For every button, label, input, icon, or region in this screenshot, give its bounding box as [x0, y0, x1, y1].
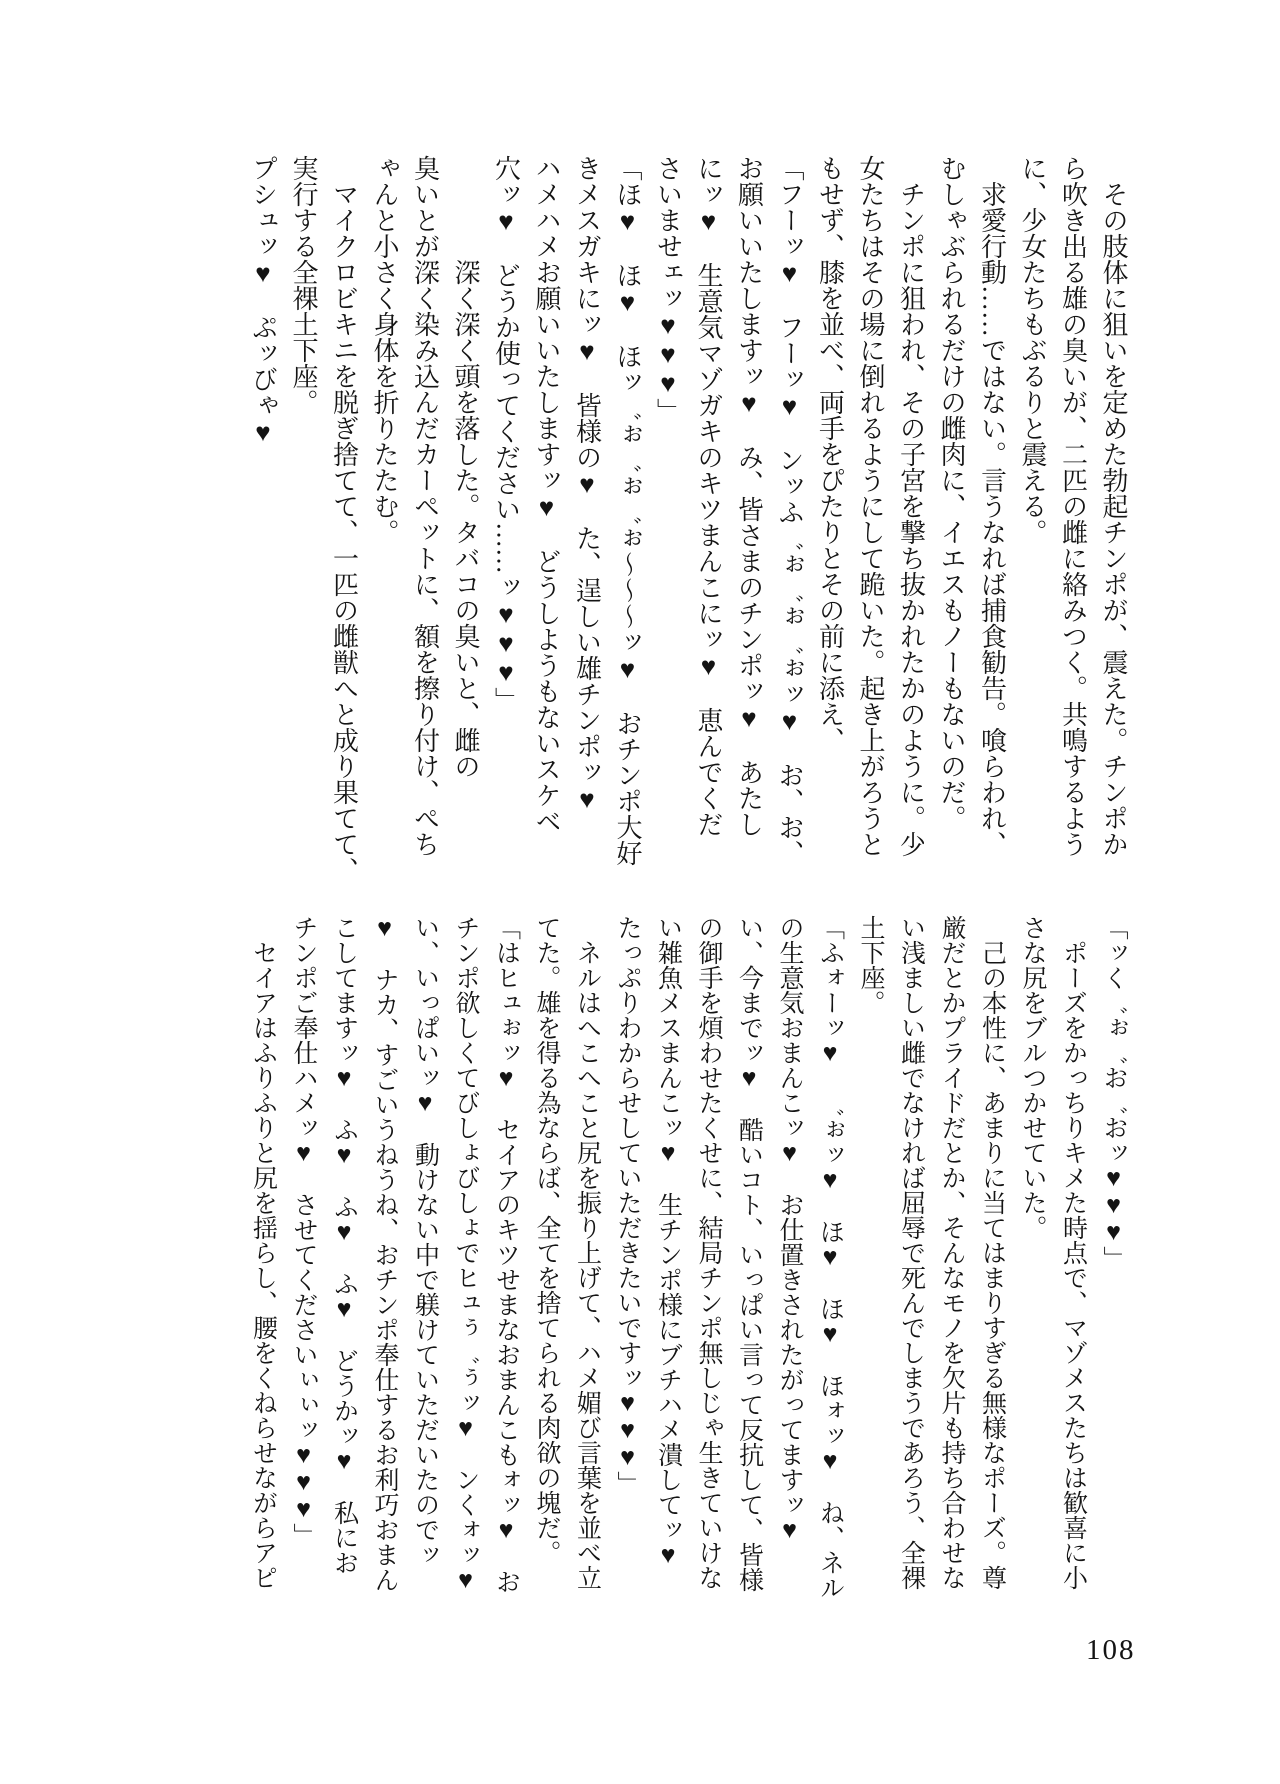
text-column: その肢体に狙いを定めた勃起チンポが、震えた。チンポか [1099, 155, 1128, 857]
text-column: ♥ ナカ、すごいうねうね、おチンポ奉仕するお利巧おまん [371, 915, 398, 1592]
text-column: 「フーッ♥ フーッ♥ ンッふ゛ぉ゛ぉ゛ぉッ♥ お、お、 [775, 155, 804, 866]
text-column: 穴ッ♥ どうか使ってください……ッ♥♥♥」 [491, 155, 521, 713]
text-column: 厳だとかプライドだとか、そんなモノを欠片も持ち合わせな [938, 915, 965, 1590]
text-column: 「ッく゛ぉ゛お゛おッ♥♥♥」 [1100, 915, 1127, 1271]
text-column: むしゃぶられるだけの雌肉に、イエスもノーもないのだ。 [937, 155, 966, 831]
top-text-block [242, 155, 1133, 897]
text-column: セイアはふりふりと尻を揺らし、腰をくねらせながらアピ [249, 915, 277, 1590]
text-column: 「はヒュぉッ♥ セイアのキツせまなおまんこもォッ♥ お [492, 915, 520, 1594]
text-column: 実行する全裸土下座。 [289, 155, 318, 415]
text-column: さいませェッ♥♥♥」 [653, 155, 683, 424]
text-column: い、今までッ♥ 酷いコト、いっぱい言って反抗して、皆様 [735, 915, 763, 1592]
text-column: たっぷりわからせしていただきたいですッ♥♥♥」 [614, 915, 641, 1496]
text-column: 求愛行動……ではない。言うなれば捕食勧告。喰らわれ、 [977, 155, 1007, 857]
text-column: い雑魚メスまんこッ♥ 生チンポ様にブチハメ潰してッ♥ [654, 915, 682, 1569]
text-column: の御手を煩わせたくせに、結局チンポ無しじゃ生きていけな [695, 915, 722, 1590]
text-column: ら吹き出る雄の臭いが、二匹の雌に絡みつく。共鳴するよう [1058, 155, 1088, 857]
text-column: チンポご奉仕ハメッ♥ させてくださいぃぃッ♥♥♥」 [290, 915, 317, 1548]
page-number: 108 [1086, 1634, 1136, 1666]
text-column: 深く深く頭を落した。タバコの臭いと、雌の [451, 155, 480, 779]
text-column: お願いいたしますッ♥ み、皆さまのチンポッ♥ あたし [734, 155, 764, 837]
bottom-text-block [242, 915, 1133, 1613]
text-column: 臭いとが深く染み込んだカーペットに、額を擦り付け、ぺち [410, 155, 440, 857]
text-column: ゃんと小さく身体を折りたたむ。 [370, 155, 399, 545]
text-column: にッ♥ 生意気マゾガキのキツまんこにッ♥ 恵んでくだ [694, 155, 723, 837]
text-column: プシュッ♥ ぷッびゃ♥ [248, 155, 278, 447]
text-column: 「ほ♥ ほ♥ ほッ゛ぉ゛ぉ゛ぉ〜〜〜ッ♥ おチンポ大好 [613, 155, 642, 866]
text-column: 己の本性に、あまりに当てはまりすぎる無様なポーズ。尊 [978, 915, 1006, 1590]
text-column: 土下座。 [857, 915, 884, 1015]
text-column: きメスガキにッ♥ 皆様の♥ た、逞しい雄チンポッ♥ [572, 155, 602, 814]
text-column: さな尻をブルつかせていた。 [1019, 915, 1046, 1240]
text-column: の生意気おまんこッ♥ お仕置きされたがってますッ♥ [776, 915, 803, 1544]
text-column: ポーズをかっちりキメた時点で、マゾメスたちは歓喜に小 [1059, 915, 1087, 1590]
text-column: い、いっぱいッ♥ 動けない中で躾けていただいたのでッ [411, 915, 439, 1567]
text-column: に、少女たちもぶるりと震える。 [1018, 155, 1047, 545]
text-column: 女たちはその場に倒れるようにして跪いた。起き上がろうと [856, 155, 885, 857]
text-column: ハメハメお願いいたしますッ♥ どうしようもないスケベ [532, 155, 561, 834]
text-column: マイクロビキニを脱ぎ捨てて、一匹の雌獣へと成り果てて、 [329, 155, 359, 883]
text-column: もせず、膝を並べ、両手をぴたりとその前に添え、 [815, 155, 845, 753]
text-column: い浅ましい雌でなければ屈辱で死んでしまうであろう、全裸 [897, 915, 925, 1590]
text-column: 「ふォーッ♥ ゛ぉッ♥ ほ♥ ほ♥ ほォッ♥ ね、ネル [816, 915, 844, 1600]
text-column: てた。雄を得る為ならば、全てを捨てられる肉欲の塊だ。 [533, 915, 560, 1565]
text-column: ネルはへこへこと尻を振り上げて、ハメ媚び言葉を並べ立 [573, 915, 601, 1590]
text-column: チンポに狙われ、その子宮を撃ち抜かれたかのように。少 [896, 155, 926, 857]
text-column: こしてますッ♥ ふ♥ ふ♥ ふ♥ どうかッ♥ 私にお [330, 915, 358, 1575]
text-column: チンポ欲しくてびしょびしょでヒュぅ゛ぅッ♥ ンくォッ♥ [452, 915, 479, 1594]
